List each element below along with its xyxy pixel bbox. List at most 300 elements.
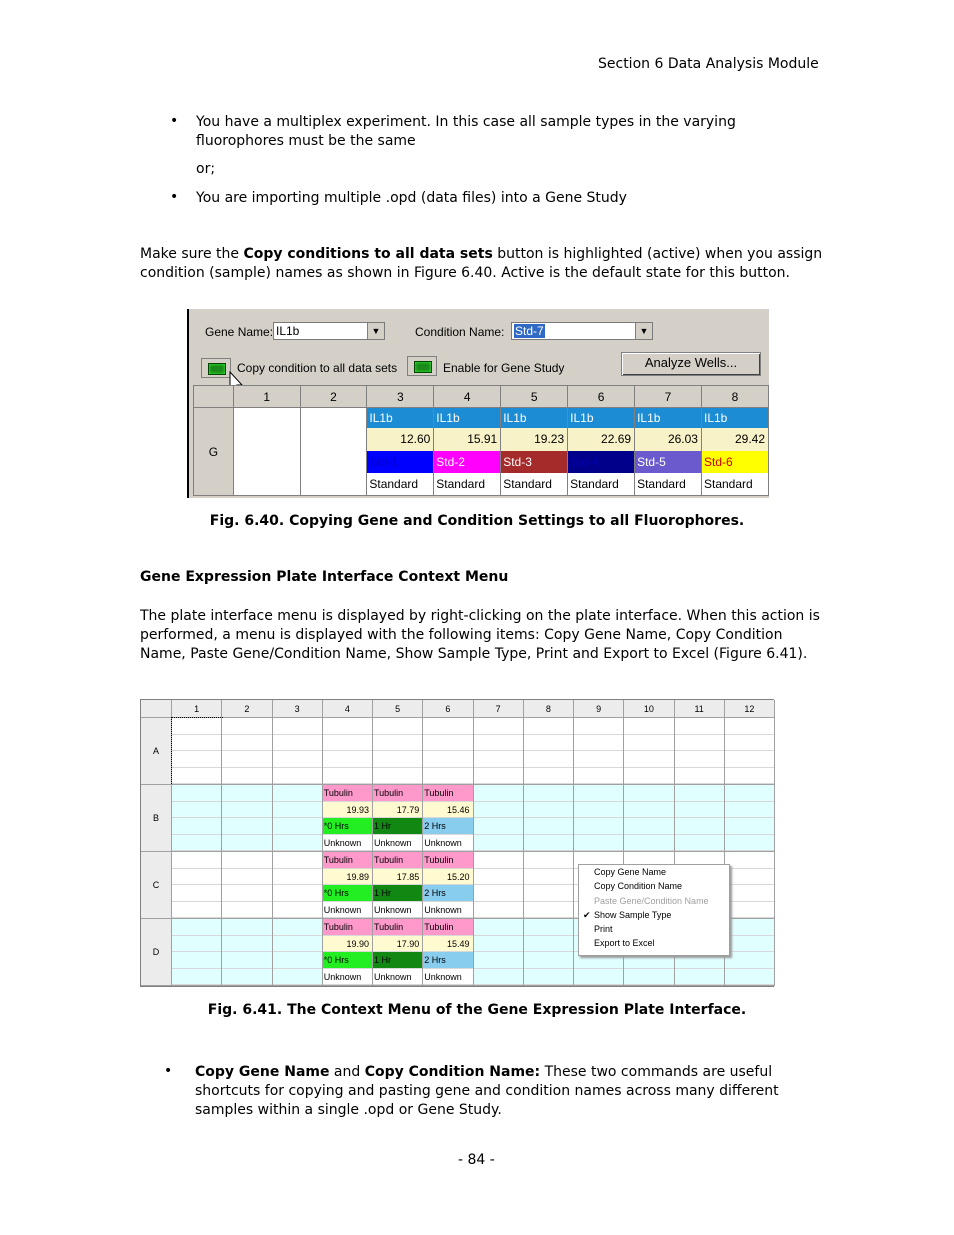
condition-name: Std-1	[367, 451, 433, 473]
well-subcell	[725, 919, 774, 936]
well-subcell	[273, 818, 322, 835]
well-subcell	[323, 751, 372, 768]
well-subcell	[725, 768, 774, 785]
well-subcell	[373, 718, 422, 735]
well-subcell	[172, 852, 221, 869]
well[interactable]	[474, 785, 524, 852]
well-subcell	[624, 735, 673, 752]
condition-name-value: Std-7	[515, 324, 544, 338]
well[interactable]	[172, 852, 222, 919]
sample-type: Standard	[568, 473, 634, 495]
well-subcell	[474, 919, 523, 936]
well-subcell	[273, 936, 322, 953]
paragraph	[140, 607, 820, 664]
led-icon	[414, 361, 432, 373]
ct-value: 15.91	[434, 428, 500, 451]
well-subcell	[172, 718, 221, 735]
well[interactable]	[524, 785, 574, 852]
well-subcell	[172, 919, 221, 936]
column-header[interactable]: 5	[373, 700, 423, 718]
ct-value: 17.79	[373, 802, 422, 819]
chevron-down-icon[interactable]: ▼	[367, 323, 384, 339]
row-header[interactable]: B	[141, 785, 172, 852]
figure-6-40	[187, 309, 769, 498]
ct-value: 15.46	[423, 802, 472, 819]
ct-value: 19.93	[323, 802, 372, 819]
well-subcell	[725, 751, 774, 768]
corner-cell	[141, 700, 172, 718]
well-subcell	[323, 718, 372, 735]
well-subcell	[273, 785, 322, 802]
well-subcell	[222, 952, 271, 969]
condition-name: *0 Hrs	[323, 952, 372, 969]
well[interactable]	[273, 852, 323, 919]
well-subcell	[273, 718, 322, 735]
well[interactable]	[624, 718, 674, 785]
column-header[interactable]: 3	[367, 386, 434, 408]
gene-name: Tubulin	[373, 785, 422, 802]
well-subcell	[725, 952, 774, 969]
gene-name: Tubulin	[373, 852, 422, 869]
well-subcell	[725, 885, 774, 902]
well-subcell	[423, 751, 472, 768]
row-header[interactable]: A	[141, 718, 172, 785]
column-header[interactable]: 4	[434, 386, 501, 408]
ct-value: 29.42	[702, 428, 768, 451]
sample-type: Standard	[367, 473, 433, 495]
context-menu-label: Copy Gene Name	[594, 867, 667, 877]
well-subcell	[222, 835, 271, 852]
sample-type: Standard	[501, 473, 567, 495]
gene-name: Tubulin	[323, 852, 372, 869]
well[interactable]	[568, 408, 635, 496]
text: Name, Paste Gene/Condition Name, Show Sample Type, Print and Export to Excel (Figure 6.41).	[140, 646, 808, 662]
bullet-marker: •	[170, 189, 179, 205]
column-header[interactable]: 7	[474, 700, 524, 718]
well[interactable]	[474, 718, 524, 785]
context-menu-item[interactable]	[579, 936, 729, 950]
well[interactable]	[524, 718, 574, 785]
well-subcell	[725, 936, 774, 953]
well[interactable]	[675, 718, 725, 785]
well[interactable]	[423, 919, 473, 986]
well-subcell	[725, 818, 774, 835]
well-subcell	[474, 785, 523, 802]
well-subcell	[524, 919, 573, 936]
well-subcell	[725, 969, 774, 986]
well-subcell	[675, 969, 724, 986]
page-number: - 84 -	[458, 1152, 495, 1168]
column-header[interactable]: 11	[675, 700, 725, 718]
well[interactable]	[373, 852, 423, 919]
gene-name: Tubulin	[373, 919, 422, 936]
well-subcell	[273, 952, 322, 969]
column-header[interactable]: 8	[524, 700, 574, 718]
well-subcell	[323, 768, 372, 785]
well-subcell	[574, 768, 623, 785]
enable-gene-study-toggle[interactable]	[407, 356, 437, 376]
bullet-line: fluorophores must be the same	[196, 133, 416, 149]
well-subcell	[373, 768, 422, 785]
well-subcell	[524, 768, 573, 785]
well-subcell	[373, 751, 422, 768]
well-subcell	[624, 802, 673, 819]
well[interactable]	[373, 718, 423, 785]
well-subcell	[474, 936, 523, 953]
well-subcell	[574, 718, 623, 735]
well-subcell	[725, 902, 774, 919]
context-menu-label: Paste Gene/Condition Name	[594, 895, 709, 906]
well-subcell	[474, 902, 523, 919]
condition-name: Std-2	[434, 451, 500, 473]
well-subcell	[624, 785, 673, 802]
condition-name: Std-3	[501, 451, 567, 473]
well-subcell	[474, 835, 523, 852]
well-subcell	[474, 952, 523, 969]
well[interactable]	[222, 919, 272, 986]
well-subcell	[273, 852, 322, 869]
well-subcell	[222, 936, 271, 953]
well[interactable]	[367, 408, 434, 496]
column-header[interactable]: 2	[300, 386, 367, 408]
well-content	[367, 408, 433, 495]
led-icon	[208, 363, 226, 375]
bullet-text: You are importing multiple .opd (data files) into a Gene Study	[196, 190, 627, 206]
running-header: Section 6 Data Analysis Module	[598, 56, 819, 72]
well-subcell	[172, 885, 221, 902]
gene-name: IL1b	[434, 408, 500, 428]
well-content	[501, 408, 567, 495]
well-subcell	[172, 768, 221, 785]
well[interactable]	[624, 785, 674, 852]
bullet-text	[196, 113, 736, 151]
sample-type: Unknown	[423, 902, 472, 919]
well-subcell	[474, 718, 523, 735]
condition-name: 2 Hrs	[423, 952, 472, 969]
gene-name: Tubulin	[423, 852, 472, 869]
well-subcell	[222, 885, 271, 902]
column-header[interactable]: 12	[725, 700, 775, 718]
ct-value: 17.85	[373, 869, 422, 886]
gene-name: IL1b	[702, 408, 768, 428]
context-menu-item[interactable]	[579, 922, 729, 936]
well-subcell	[675, 835, 724, 852]
well[interactable]	[701, 408, 768, 496]
well-subcell	[423, 735, 472, 752]
well-subcell	[725, 735, 774, 752]
condition-name: Std-6	[702, 451, 768, 473]
ct-value: 15.20	[423, 869, 472, 886]
well-subcell	[524, 818, 573, 835]
well-subcell	[624, 835, 673, 852]
well[interactable]	[222, 785, 272, 852]
condition-name-label: Condition Name:	[415, 325, 505, 339]
well[interactable]	[635, 408, 702, 496]
text: The plate interface menu is displayed by right-clicking on the plate interface. When this action is	[140, 608, 820, 624]
ct-value: 19.90	[323, 936, 372, 953]
well-subcell	[172, 735, 221, 752]
ct-value: 19.23	[501, 428, 567, 451]
analyze-wells-button[interactable]: Analyze Wells...	[621, 352, 761, 376]
condition-name-combo[interactable]	[511, 322, 653, 340]
gene-name: IL1b	[501, 408, 567, 428]
well[interactable]	[725, 919, 775, 986]
well-subcell	[172, 835, 221, 852]
well[interactable]	[574, 785, 624, 852]
well-subcell	[222, 735, 271, 752]
chevron-down-icon[interactable]: ▼	[635, 323, 652, 339]
column-header[interactable]: 1	[233, 386, 300, 408]
well-subcell	[624, 969, 673, 986]
well-subcell	[675, 735, 724, 752]
gene-name: Tubulin	[323, 785, 372, 802]
well[interactable]	[323, 718, 373, 785]
column-header[interactable]: 7	[635, 386, 702, 408]
well-subcell	[423, 718, 472, 735]
well-content	[635, 408, 701, 495]
well-subcell	[222, 869, 271, 886]
well-subcell	[273, 885, 322, 902]
well-subcell	[172, 902, 221, 919]
well-subcell	[373, 735, 422, 752]
well-subcell	[524, 802, 573, 819]
sample-type: Standard	[434, 473, 500, 495]
gene-name: IL1b	[568, 408, 634, 428]
sample-type: Unknown	[423, 969, 472, 986]
condition-name: 2 Hrs	[423, 818, 472, 835]
sample-type: Unknown	[323, 835, 372, 852]
row-header[interactable]: D	[141, 919, 172, 986]
ct-value: 12.60	[367, 428, 433, 451]
well[interactable]	[725, 718, 775, 785]
sample-type: Unknown	[373, 835, 422, 852]
well[interactable]	[574, 718, 624, 785]
condition-name: Std-5	[635, 451, 701, 473]
well-subcell	[273, 835, 322, 852]
column-header[interactable]: 6	[423, 700, 473, 718]
well[interactable]	[725, 785, 775, 852]
well-subcell	[574, 969, 623, 986]
sample-type: Unknown	[323, 969, 372, 986]
context-menu-item[interactable]	[579, 879, 729, 893]
well[interactable]	[725, 852, 775, 919]
text: These two commands are useful	[540, 1064, 773, 1080]
context-menu-label: Show Sample Type	[594, 909, 672, 920]
enable-gene-study-label: Enable for Gene Study	[443, 361, 565, 375]
copy-condition-toggle[interactable]	[201, 358, 231, 378]
column-header[interactable]: 5	[501, 386, 568, 408]
gene-name: IL1b	[367, 408, 433, 428]
text: Make sure the	[140, 246, 244, 262]
sample-type: Unknown	[423, 835, 472, 852]
bullet-text	[195, 1063, 779, 1120]
well-subcell	[574, 835, 623, 852]
ct-value: 26.03	[635, 428, 701, 451]
well-subcell	[222, 818, 271, 835]
gene-name-combo[interactable]	[273, 322, 385, 340]
well-empty[interactable]	[300, 408, 367, 496]
well-subcell	[474, 768, 523, 785]
well-subcell	[172, 818, 221, 835]
column-header[interactable]: 1	[172, 700, 222, 718]
well[interactable]	[273, 785, 323, 852]
well-subcell	[524, 969, 573, 986]
well-subcell	[474, 735, 523, 752]
bullet-line: You have a multiplex experiment. In this case all sample types in the varying	[196, 114, 736, 130]
condition-name: *0 Hrs	[323, 885, 372, 902]
well-subcell	[574, 735, 623, 752]
well[interactable]	[373, 785, 423, 852]
well-subcell	[725, 869, 774, 886]
context-menu-item[interactable]	[579, 865, 729, 879]
gene-name-value: IL1b	[276, 324, 300, 338]
figure-caption: Fig. 6.40. Copying Gene and Condition Settings to all Fluorophores.	[209, 513, 745, 529]
well-subcell	[273, 802, 322, 819]
well[interactable]	[273, 919, 323, 986]
gene-name-label: Gene Name:	[205, 325, 274, 339]
well[interactable]	[323, 919, 373, 986]
gene-name: Tubulin	[323, 919, 372, 936]
bold-text: Copy conditions to all data sets	[243, 246, 493, 262]
well-subcell	[172, 936, 221, 953]
context-menu-label: Export to Excel	[594, 938, 655, 949]
well-subcell	[524, 718, 573, 735]
well[interactable]	[434, 408, 501, 496]
well[interactable]	[172, 718, 222, 785]
ct-value: 19.89	[323, 869, 372, 886]
sample-type: Standard	[702, 473, 768, 495]
column-header[interactable]: 2	[222, 700, 272, 718]
ct-value: 22.69	[568, 428, 634, 451]
well[interactable]	[172, 785, 222, 852]
bullet-marker: •	[164, 1063, 173, 1079]
context-menu-item[interactable]	[579, 894, 729, 908]
well[interactable]	[323, 852, 373, 919]
well[interactable]	[273, 718, 323, 785]
well-subcell	[474, 818, 523, 835]
row-header[interactable]: C	[141, 852, 172, 919]
sample-type: Standard	[635, 473, 701, 495]
well-subcell	[725, 785, 774, 802]
checkmark-icon: ✔	[583, 909, 591, 920]
well[interactable]	[222, 852, 272, 919]
well[interactable]	[524, 852, 574, 919]
condition-name: Std-4	[568, 451, 634, 473]
well-subcell	[222, 785, 271, 802]
well[interactable]	[423, 852, 473, 919]
gene-name: IL1b	[635, 408, 701, 428]
column-header[interactable]: 4	[323, 700, 373, 718]
well-content	[568, 408, 634, 495]
well-empty[interactable]	[233, 408, 300, 496]
bold-text: Copy Condition Name:	[364, 1064, 541, 1080]
well-subcell	[222, 768, 271, 785]
condition-name: 1 Hr	[373, 952, 422, 969]
well-subcell	[474, 885, 523, 902]
condition-name: 2 Hrs	[423, 885, 472, 902]
well-subcell	[574, 818, 623, 835]
well[interactable]	[323, 785, 373, 852]
column-header[interactable]: 10	[624, 700, 674, 718]
column-header[interactable]: 3	[273, 700, 323, 718]
well-subcell	[273, 735, 322, 752]
well-subcell	[524, 852, 573, 869]
well-subcell	[273, 969, 322, 986]
text: samples within a single .opd or Gene Study.	[195, 1102, 502, 1118]
well-subcell	[624, 818, 673, 835]
well[interactable]	[675, 785, 725, 852]
well-subcell	[524, 902, 573, 919]
column-header[interactable]: 6	[568, 386, 635, 408]
well-subcell	[524, 885, 573, 902]
well-subcell	[273, 869, 322, 886]
well[interactable]	[524, 919, 574, 986]
well-subcell	[222, 718, 271, 735]
well-subcell	[273, 919, 322, 936]
well[interactable]	[423, 718, 473, 785]
condition-name: *0 Hrs	[323, 818, 372, 835]
column-header[interactable]: 9	[574, 700, 624, 718]
well[interactable]	[222, 718, 272, 785]
well[interactable]	[501, 408, 568, 496]
bullet-marker: •	[170, 113, 179, 129]
sample-type: Unknown	[323, 902, 372, 919]
well-subcell	[172, 751, 221, 768]
well-subcell	[273, 768, 322, 785]
well-subcell	[725, 852, 774, 869]
row-header[interactable]: G	[194, 408, 234, 496]
well[interactable]	[423, 785, 473, 852]
well-subcell	[423, 768, 472, 785]
sample-type: Unknown	[373, 902, 422, 919]
figure-caption: Fig. 6.41. The Context Menu of the Gene Expression Plate Interface.	[207, 1002, 747, 1018]
corner-cell	[194, 386, 234, 408]
text: and	[329, 1064, 365, 1080]
context-menu-item[interactable]	[579, 908, 729, 922]
well-content	[434, 408, 500, 495]
well-subcell	[624, 718, 673, 735]
well-subcell	[222, 802, 271, 819]
well[interactable]	[474, 852, 524, 919]
ct-value: 17.90	[373, 936, 422, 953]
well-subcell	[222, 969, 271, 986]
well-subcell	[574, 751, 623, 768]
context-menu-label: Print	[594, 924, 613, 935]
well-subcell	[725, 835, 774, 852]
well-subcell	[524, 735, 573, 752]
column-header[interactable]: 8	[701, 386, 768, 408]
well-subcell	[675, 768, 724, 785]
well-subcell	[323, 735, 372, 752]
well-subcell	[725, 718, 774, 735]
well[interactable]	[474, 919, 524, 986]
well-subcell	[624, 751, 673, 768]
well[interactable]	[172, 919, 222, 986]
well-subcell	[172, 802, 221, 819]
well[interactable]	[373, 919, 423, 986]
well-subcell	[524, 751, 573, 768]
well-subcell	[172, 785, 221, 802]
well-subcell	[675, 751, 724, 768]
copy-condition-label: Copy condition to all data sets	[237, 361, 398, 375]
well-subcell	[474, 869, 523, 886]
well-subcell	[273, 751, 322, 768]
well-subcell	[725, 802, 774, 819]
well-subcell	[524, 952, 573, 969]
gene-name: Tubulin	[423, 919, 472, 936]
well-subcell	[675, 785, 724, 802]
text: shortcuts for copying and pasting gene and condition names across many different	[195, 1083, 779, 1099]
